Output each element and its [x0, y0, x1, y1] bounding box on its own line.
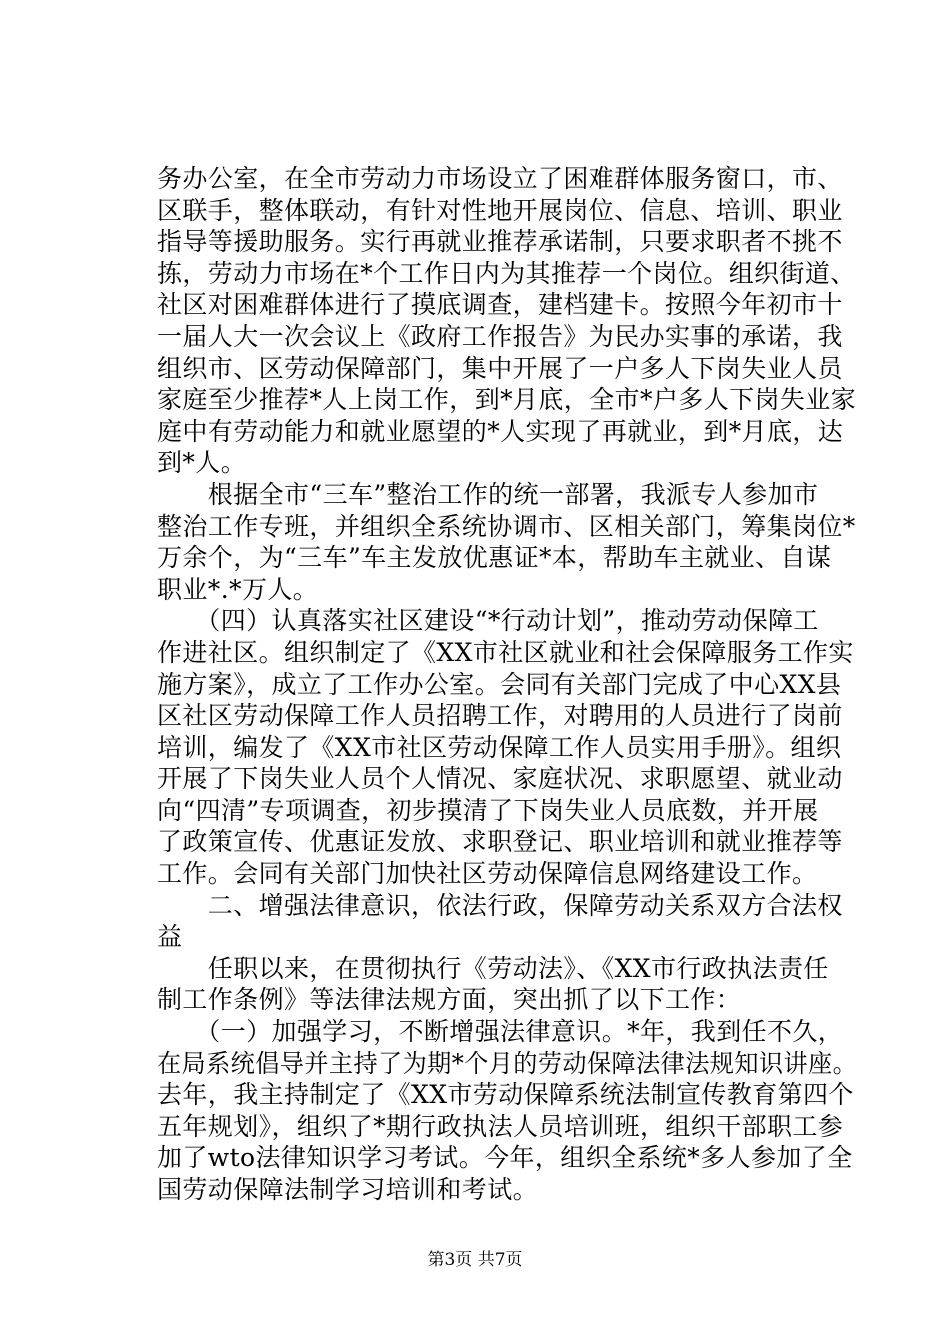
text-line: 开展了下岗失业人员个人情况、家庭状况、求职愿望、就业动: [157, 764, 843, 794]
text-line: 整治工作专班，并组织全系统协调市、区相关部门，筹集岗位*: [157, 511, 856, 541]
text-line: 去年，我主持制定了《XX市劳动保障系统法制宣传教育第四个: [157, 1080, 854, 1110]
text-line: 加了wto法律知识学习考试。今年，组织全系统*多人参加了全: [157, 1143, 853, 1173]
text-line: 培训，编发了《XX市社区劳动保障工作人员实用手册》。组织: [157, 732, 842, 762]
text-line: 职业*.*万人。: [157, 574, 319, 604]
text-line: 根据全市“三车”整治工作的统一部署，我派专人参加市: [157, 479, 819, 509]
text-line: 区联手，整体联动，有针对性地开展岗位、信息、培训、职业: [157, 195, 843, 225]
text-line: 在局系统倡导并主持了为期*个月的劳动保障法律法规知识讲座。: [157, 1048, 858, 1078]
text-line: 一届人大一次会议上《政府工作报告》为民办实事的承诺，我: [157, 321, 843, 351]
text-line: 向“四清”专项调查，初步摸清了下岗失业人员底数，并开展: [157, 795, 819, 825]
text-line: 益: [157, 922, 183, 952]
text-line: 工作。会同有关部门加快社区劳动保障信息网络建设工作。: [157, 859, 818, 889]
text-line: 区社区劳动保障工作人员招聘工作，对聘用的人员进行了岗前: [157, 701, 843, 731]
text-line: 国劳动保障法制学习培训和考试。: [157, 1175, 539, 1204]
text-line: 社区对困难群体进行了摸底调查，建档建卡。按照今年初市十: [157, 290, 843, 320]
text-line: （四）认真落实社区建设“*行动计划”，推动劳动保障工: [157, 606, 819, 636]
text-line: 作进社区。组织制定了《XX市社区就业和社会保障服务工作实: [157, 637, 854, 667]
text-line: 家庭至少推荐*人上岗工作，到*月底，全市*户多人下岗失业家: [157, 385, 857, 415]
text-line: 五年规划》，组织了*期行政执法人员培训班，组织干部职工参: [157, 1111, 844, 1141]
body-text: [157, 163, 857, 1206]
text-line: 万余个，为“三车”车主发放优惠证*本，帮助车主就业、自谋: [157, 543, 832, 573]
text-line: 二、增强法律意识，依法行政，保障劳动关系双方合法权: [157, 890, 843, 920]
text-line: 庭中有劳动能力和就业愿望的*人实现了再就业，到*月底，达: [157, 416, 844, 446]
text-line: （一）加强学习，不断增强法律意识。*年，我到任不久，: [157, 1017, 844, 1047]
text-line: 制工作条例》等法律法规方面，突出抓了以下工作：: [157, 985, 742, 1015]
text-line: 拣，劳动力市场在*个工作日内为其推荐一个岗位。组织街道、: [157, 258, 856, 288]
text-line: 到*人。: [157, 448, 247, 478]
text-line: 组织市、区劳动保障部门，集中开展了一户多人下岗失业人员: [157, 353, 843, 383]
text-line: 务办公室，在全市劳动力市场设立了困难群体服务窗口，市、: [157, 164, 843, 193]
text-line: 任职以来，在贯彻执行《劳动法》、《XX市行政执法责任: [157, 953, 829, 983]
text-line: 了政策宣传、优惠证发放、求职登记、职业培训和就业推荐等: [157, 827, 843, 857]
page-footer: 第3页 共7页: [427, 1250, 523, 1270]
text-line: 施方案》，成立了工作办公室。会同有关部门完成了中心XX县: [157, 669, 842, 699]
text-line: 指导等援助服务。实行再就业推荐承诺制，只要求职者不挑不: [157, 227, 843, 257]
